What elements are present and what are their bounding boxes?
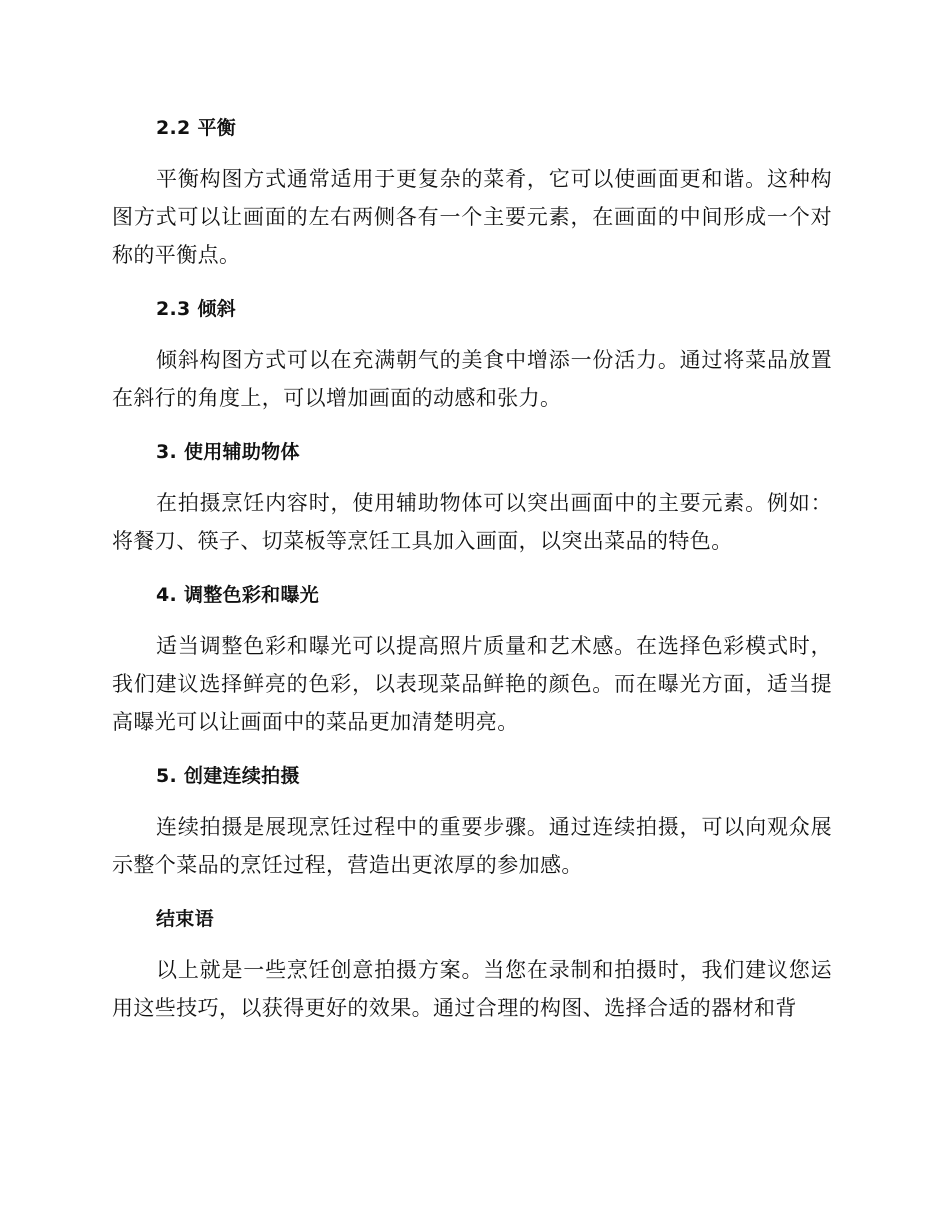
section-paragraph: 在拍摄烹饪内容时，使用辅助物体可以突出画面中的主要元素。例如：将餐刀、筷子、切菜板等烹饪工具加入画面，以突出菜品的特色。 [112,491,832,553]
section-continuous-shooting [112,756,832,884]
section-tilt [112,289,832,417]
section-paragraph: 平衡构图方式通常适用于更复杂的菜肴，它可以使画面更和谐。这种构图方式可以让画面的左右两侧各有一个主要元素，在画面的中间形成一个对称的平衡点。 [112,167,832,267]
section-paragraph: 以上就是一些烹饪创意拍摄方案。当您在录制和拍摄时，我们建议您运用这些技巧，以获得更好的效果。通过合理的构图、选择合适的器材和背 [112,958,832,1020]
section-heading: 2.2 平衡 [156,117,237,139]
section-heading: 4. 调整色彩和曝光 [156,584,320,606]
section-paragraph: 连续拍摄是展现烹饪过程中的重要步骤。通过连续拍摄，可以向观众展示整个菜品的烹饪过程，营造出更浓厚的参加感。 [112,815,832,877]
section-paragraph: 倾斜构图方式可以在充满朝气的美食中增添一份活力。通过将菜品放置在斜行的角度上，可以增加画面的动感和张力。 [112,348,832,410]
section-heading: 结束语 [156,908,214,930]
section-heading: 3. 使用辅助物体 [156,441,300,463]
section-auxiliary-objects [112,432,832,560]
document-body [112,108,832,1042]
section-conclusion [112,899,832,1027]
section-color-exposure [112,575,832,741]
section-heading: 5. 创建连续拍摄 [156,765,300,787]
section-balance [112,108,832,274]
section-paragraph: 适当调整色彩和曝光可以提高照片质量和艺术感。在选择色彩模式时，我们建议选择鲜亮的色彩，以表现菜品鲜艳的颜色。而在曝光方面，适当提高曝光可以让画面中的菜品更加清楚明亮。 [112,634,832,734]
section-heading: 2.3 倾斜 [156,298,237,320]
